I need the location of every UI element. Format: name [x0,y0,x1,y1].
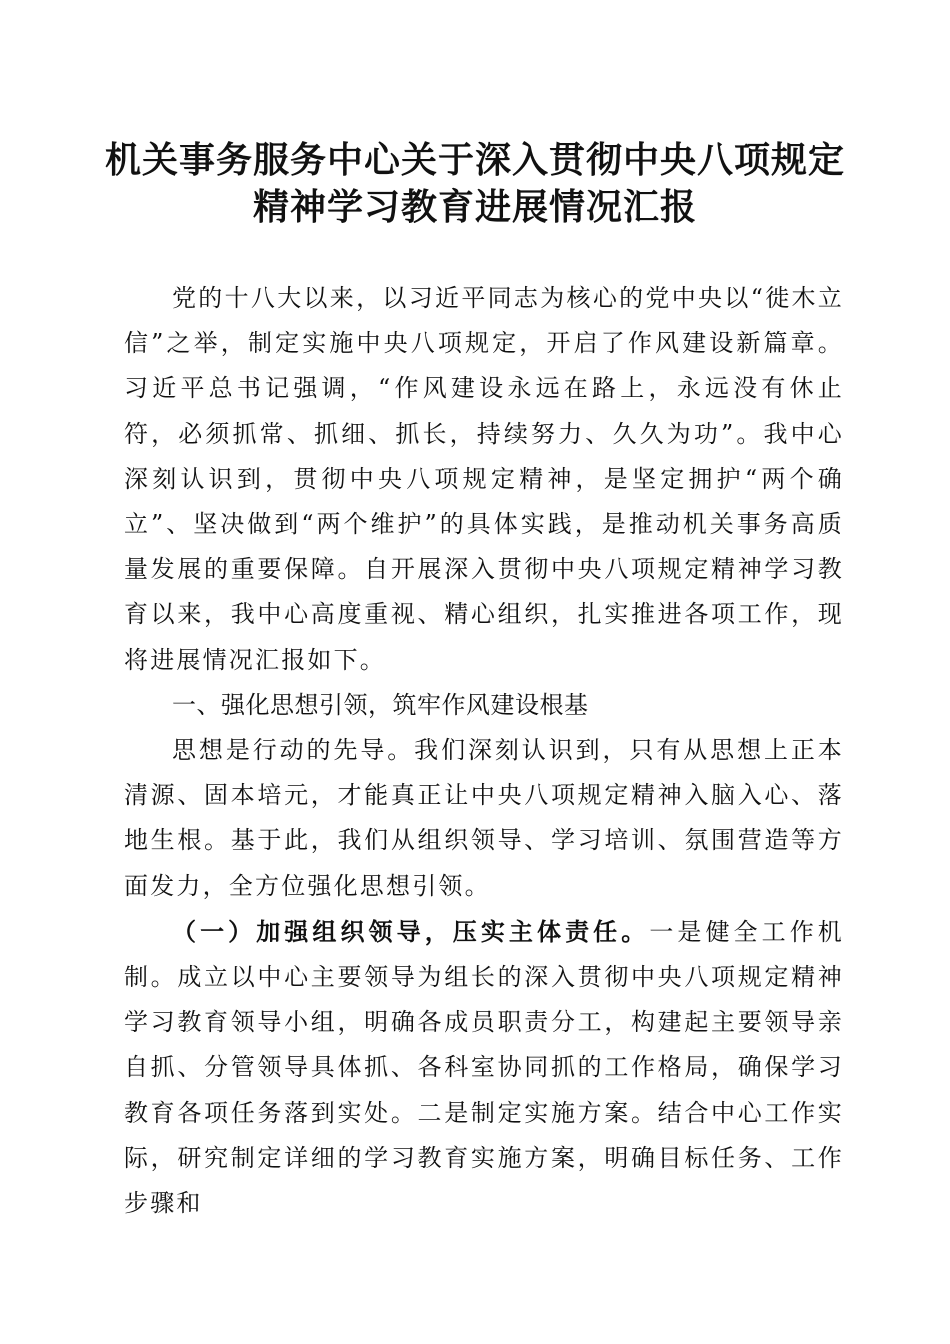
subsection-1-text: 一是健全工作机制。成立以中心主要领导为组长的深入贯彻中央八项规定精神学习教育领导小组，明确各成员职责分工，构建起主要领导亲自抓、分管领导具体抓、各科室协同抓的工作格局，确保学习教育各项任务落到实处。二是制定实施方案。结合中心工作实际，研究制定详细的学习教育实施方案，明确目标任务、工作步骤和 [124,917,844,1218]
section-1-heading: 一、强化思想引领，筑牢作风建设根基 [172,690,589,719]
subsection-1-paragraph [124,909,844,1226]
document-body [124,276,844,1226]
section-1-intro-paragraph: 思想是行动的先导。我们深刻认识到，只有从思想上正本清源、固本培元，才能真正让中央八项规定精神入脑入心、落地生根。基于此，我们从组织领导、学习培训、氛围营造等方面发力，全方位强化思想引领。 [124,736,844,900]
document-title-line-2: 精神学习教育进展情况汇报 [252,186,697,228]
intro-paragraph: 党的十八大以来，以习近平同志为核心的党中央以“徙木立信”之举，制定实施中央八项规定，开启了作风建设新篇章。习近平总书记强调，“作风建设永远在路上，永远没有休止符，必须抓常、抓细、抓长，持续努力、久久为功”。我中心深刻认识到，贯彻中央八项规定精神，是坚定拥护“两个确立”、坚决做到“两个维护”的具体实践，是推动机关事务高质量发展的重要保障。自开展深入贯彻中央八项规定精神学习教育以来，我中心高度重视、精心组织，扎实推进各项工作，现将进展情况汇报如下。 [124,284,844,674]
document-title-line-1: 机关事务服务中心关于深入贯彻中央八项规定 [104,139,845,181]
subsection-1-lead: （一）加强组织领导，压实主体责任。 [172,916,650,946]
